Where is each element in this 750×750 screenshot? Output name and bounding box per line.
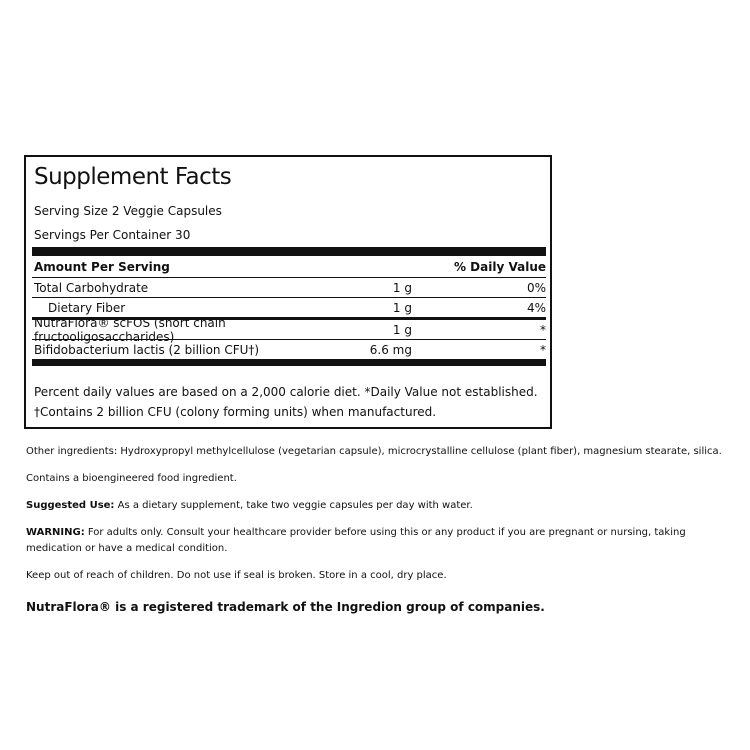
servings-per-container: Servings Per Container 30: [34, 228, 191, 242]
nutrient-row: [32, 340, 546, 359]
bioengineered-notice: Contains a bioengineered food ingredient.: [26, 473, 237, 484]
serving-size: Serving Size 2 Veggie Capsules: [34, 204, 222, 218]
nutrient-row: [32, 298, 546, 317]
storage-notice: Keep out of reach of children. Do not use if seal is broken. Store in a cool, dry place.: [26, 570, 447, 581]
nutrient-amount: 1 g: [392, 322, 412, 337]
nutrient-name: Dietary Fiber: [48, 300, 126, 315]
nutrient-name: Total Carbohydrate: [34, 280, 149, 295]
nutrient-row: [32, 315, 546, 344]
suggested-use-label: Suggested Use:: [26, 500, 115, 511]
nutrient-dv: *: [540, 342, 546, 357]
footnote-daily-value: Percent daily values are based on a 2,000 calorie diet. *Daily Value not established.: [34, 385, 538, 399]
suggested-use-text: As a dietary supplement, take two veggie capsules per day with water.: [114, 500, 473, 511]
thick-divider: [32, 359, 546, 366]
facts-header-row: [32, 256, 546, 277]
nutrient-name: Bifidobacterium lactis (2 billion CFU†): [34, 342, 260, 357]
warning-label: WARNING:: [26, 527, 85, 538]
footnote-cfu: †Contains 2 billion CFU (colony forming units) when manufactured.: [34, 405, 437, 419]
nutrient-dv: 0%: [526, 280, 546, 295]
nutrient-amount: 6.6 mg: [369, 342, 412, 357]
nutrient-row: [32, 278, 546, 297]
other-ingredients: Other ingredients: Hydroxypropyl methylcellulose (vegetarian capsule), microcrystalline cellulose (plant fiber), magnesium stearate, silica.: [26, 446, 722, 457]
warning: [26, 525, 726, 557]
nutrient-dv: 4%: [526, 300, 546, 315]
nutrient-amount: 1 g: [392, 300, 412, 315]
daily-value-label: % Daily Value: [453, 259, 546, 274]
amount-per-serving-label: Amount Per Serving: [34, 259, 170, 274]
supplement-facts-panel: [24, 155, 552, 429]
nutrient-amount: 1 g: [392, 280, 412, 295]
warning-text: For adults only. Consult your healthcare provider before using this or any product if you are pregnant or nursing, taking medication or have a medical condition.: [26, 527, 686, 554]
footnotes: [32, 382, 546, 422]
nutrient-dv: *: [540, 322, 546, 337]
nutrient-name: NutraFlora® scFOS (short chain fructooligosaccharides): [34, 315, 226, 344]
facts-title: Supplement Facts: [34, 164, 232, 190]
thick-divider: [32, 247, 546, 256]
suggested-use: [26, 498, 726, 514]
trademark-notice: NutraFlora® is a registered trademark of the Ingredion group of companies.: [26, 600, 545, 614]
